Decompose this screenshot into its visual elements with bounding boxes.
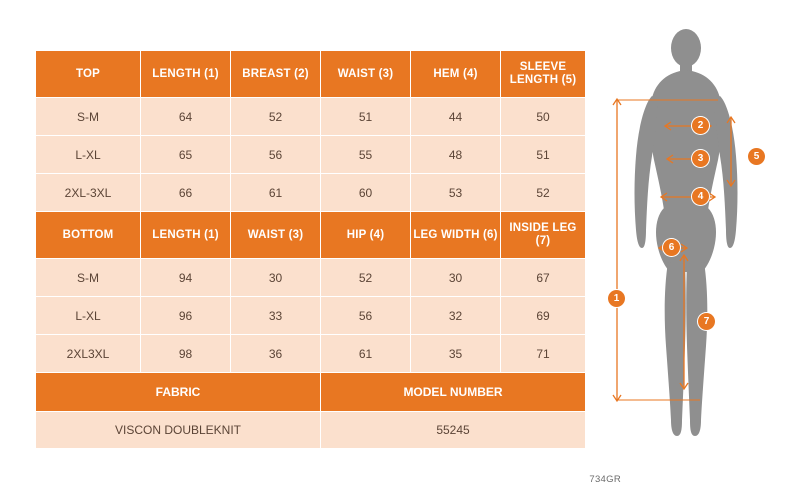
cell-leg-width: 32 [411, 297, 501, 335]
marker-6: 6 [663, 239, 680, 256]
header-fabric: FABRIC [36, 373, 321, 412]
header-inside-leg-7: INSIDE LEG (7) [501, 212, 586, 259]
cell-breast: 61 [231, 174, 321, 212]
header-length-1: LENGTH (1) [141, 51, 231, 98]
header-hem-4: HEM (4) [411, 51, 501, 98]
header-bottom: BOTTOM [36, 212, 141, 259]
cell-hem: 53 [411, 174, 501, 212]
cell-waist: 33 [231, 297, 321, 335]
cell-length: 98 [141, 335, 231, 373]
bottom-section-header-row [36, 212, 586, 259]
cell-hip: 61 [321, 335, 411, 373]
row-size-label: 2XL3XL [36, 335, 141, 373]
cell-waist: 30 [231, 259, 321, 297]
cell-inside-leg: 71 [501, 335, 586, 373]
cell-length: 64 [141, 98, 231, 136]
model-figure-panel [600, 0, 800, 444]
cell-fabric-value: VISCON DOUBLEKNIT [36, 412, 321, 449]
cell-waist: 55 [321, 136, 411, 174]
table-row [36, 259, 586, 297]
cell-leg-width: 35 [411, 335, 501, 373]
cell-waist: 51 [321, 98, 411, 136]
row-size-label: L-XL [36, 136, 141, 174]
cell-breast: 52 [231, 98, 321, 136]
header-waist-3: WAIST (3) [321, 51, 411, 98]
size-chart-table-wrapper [35, 50, 621, 485]
female-silhouette-diagram [600, 0, 800, 444]
table-row [36, 335, 586, 373]
cell-waist: 60 [321, 174, 411, 212]
cell-inside-leg: 69 [501, 297, 586, 335]
cell-waist: 36 [231, 335, 321, 373]
cell-sleeve: 52 [501, 174, 586, 212]
size-chart-table [35, 50, 586, 449]
row-size-label: L-XL [36, 297, 141, 335]
cell-hip: 52 [321, 259, 411, 297]
cell-hem: 44 [411, 98, 501, 136]
table-row [36, 174, 586, 212]
cell-inside-leg: 67 [501, 259, 586, 297]
table-row [36, 297, 586, 335]
header-top: TOP [36, 51, 141, 98]
cell-breast: 56 [231, 136, 321, 174]
header-hip-4: HIP (4) [321, 212, 411, 259]
silhouette-body-icon [635, 29, 738, 436]
footer-header-row [36, 373, 586, 412]
cell-length: 94 [141, 259, 231, 297]
row-size-label: S-M [36, 98, 141, 136]
cell-length: 65 [141, 136, 231, 174]
cell-sleeve: 51 [501, 136, 586, 174]
product-code: 734GR [589, 474, 621, 485]
cell-model-number-value: 55245 [321, 412, 586, 449]
marker-5: 5 [748, 148, 765, 165]
marker-7: 7 [698, 313, 715, 330]
header-length-1: LENGTH (1) [141, 212, 231, 259]
row-size-label: 2XL-3XL [36, 174, 141, 212]
table-row [36, 98, 586, 136]
cell-hip: 56 [321, 297, 411, 335]
top-section-header-row [36, 51, 586, 98]
cell-length: 66 [141, 174, 231, 212]
header-breast-2: BREAST (2) [231, 51, 321, 98]
table-row [36, 136, 586, 174]
header-waist-3: WAIST (3) [231, 212, 321, 259]
cell-leg-width: 30 [411, 259, 501, 297]
header-sleeve-length-5: SLEEVE LENGTH (5) [501, 51, 586, 98]
cell-hem: 48 [411, 136, 501, 174]
marker-2: 2 [692, 117, 709, 134]
header-model-number: MODEL NUMBER [321, 373, 586, 412]
header-leg-width-6: LEG WIDTH (6) [411, 212, 501, 259]
cell-length: 96 [141, 297, 231, 335]
row-size-label: S-M [36, 259, 141, 297]
marker-1: 1 [608, 290, 625, 307]
marker-4: 4 [692, 188, 709, 205]
footer-value-row [36, 412, 586, 449]
cell-sleeve: 50 [501, 98, 586, 136]
marker-3: 3 [692, 150, 709, 167]
